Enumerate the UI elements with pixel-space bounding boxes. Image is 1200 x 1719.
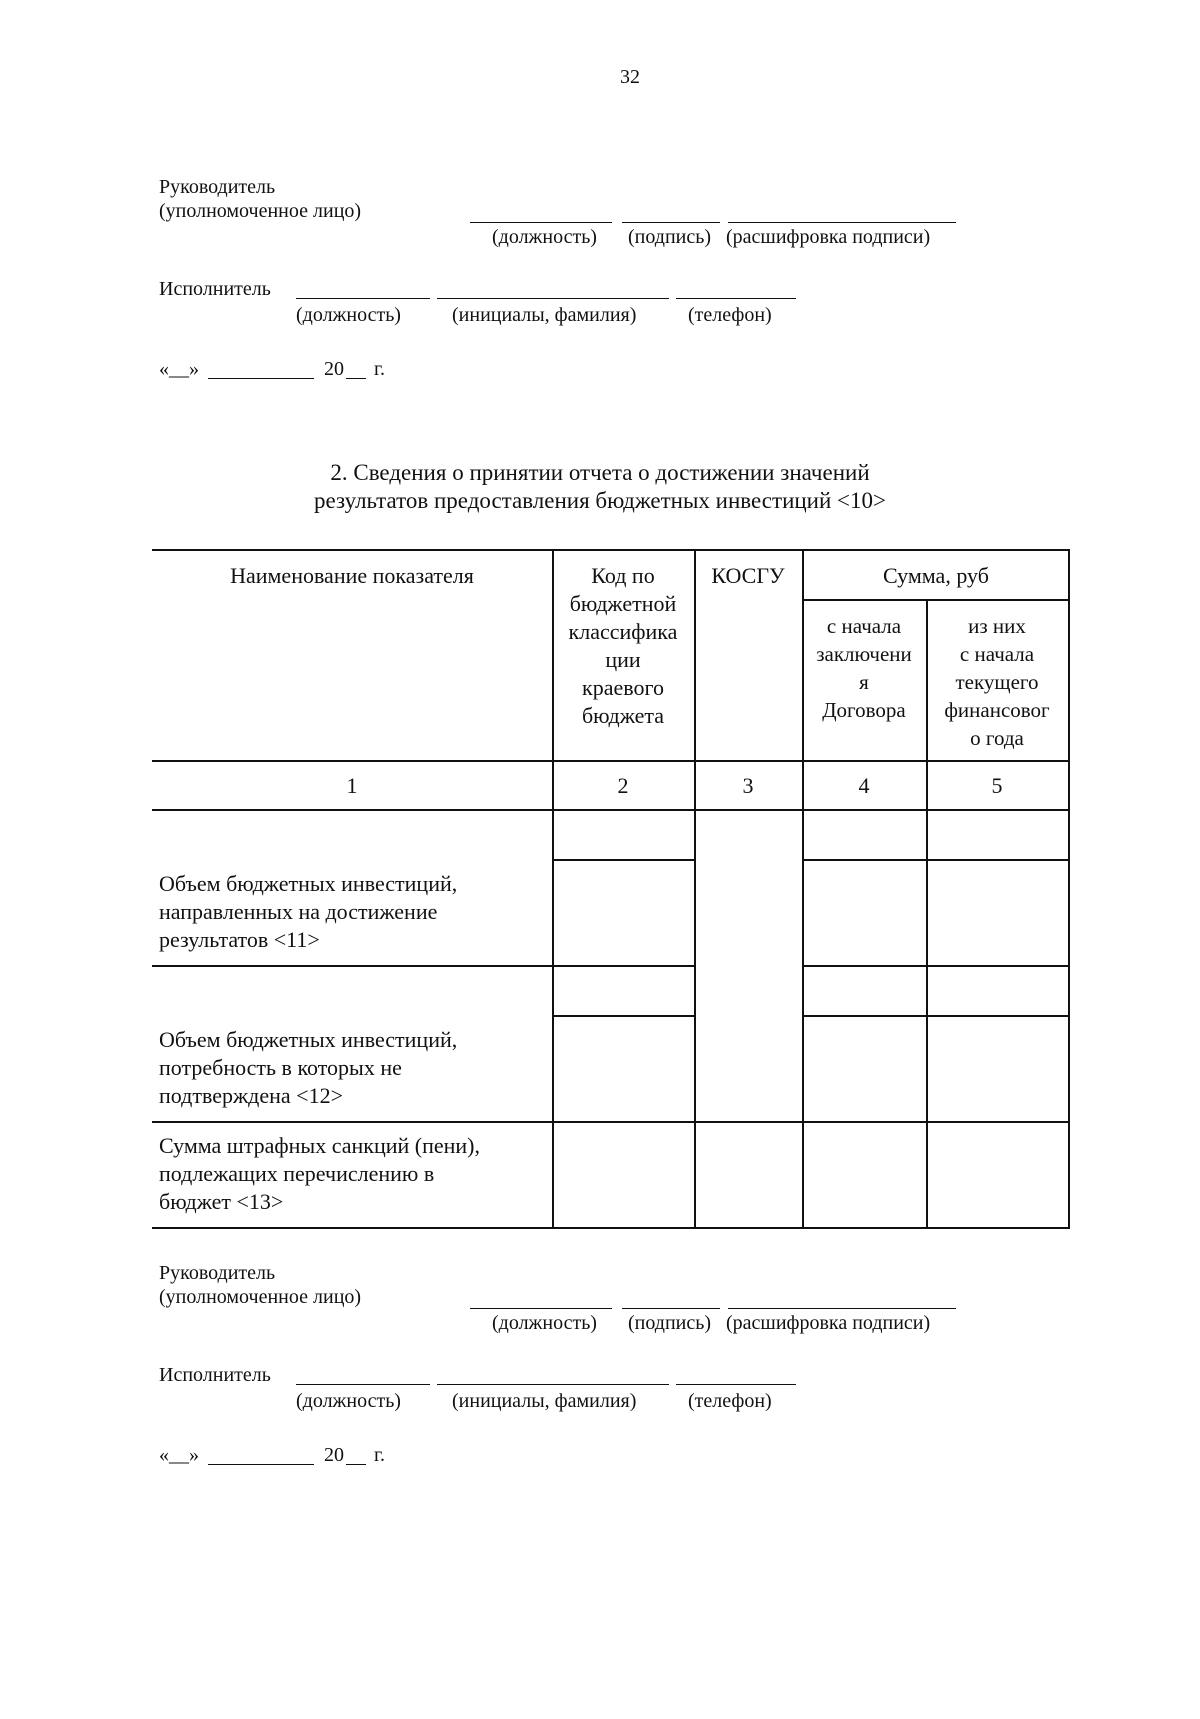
exec-caption-name: (инициалы, фамилия) [452,304,637,326]
caption-signature: (подпись) [628,1312,712,1334]
date-quote: «__» [159,358,199,380]
date-year-suffix: г. [374,1444,385,1466]
section-title-line1: 2. Сведения о принятии отчета о достижении значений [330,460,870,485]
date-month-line [208,378,314,379]
column-number-2: 2 [617,773,629,798]
exec-phone-line [676,1384,796,1385]
column-numbers-bottom-border [152,809,1070,811]
date-year-suffix: г. [374,358,385,380]
column-number-4: 4 [858,773,870,798]
date-year-line [346,378,366,379]
table-row-label: Объем бюджетных инвестиций, направленных на достижение результатов <11> [159,871,458,952]
column-number-1: 1 [346,773,358,798]
page-number: 32 [620,66,640,88]
row2-bottom-border [152,1121,1070,1123]
row2-inner-border-sum [802,1015,1070,1017]
table-row-label: Объем бюджетных инвестиций, потребность в которых не подтверждена <12> [159,1027,458,1108]
row1-bottom-border-right [802,965,1070,967]
exec-name-line [437,1384,669,1385]
sum-subheader-border [802,599,1070,601]
exec-phone-line [676,298,796,299]
header-code: Код по бюджетной классифика ции краевого бюджета [568,563,678,728]
table-bottom-border [152,1227,1070,1229]
caption-position: (должность) [492,226,597,248]
signature-line [622,222,720,223]
header-name: Наименование показателя [230,563,474,588]
column-number-5: 5 [991,773,1003,798]
exec-position-line [296,298,430,299]
head-label: Руководитель [159,176,276,198]
column-number-3: 3 [742,773,754,798]
header-sum: Сумма, руб [883,563,989,588]
table-top-border [152,549,1070,551]
decoding-line [728,1308,956,1309]
col-border-3 [694,549,696,1229]
row1-bottom-border-left [152,965,694,967]
header-bottom-border [152,760,1070,762]
caption-decoding: (расшифровка подписи) [726,226,931,248]
caption-decoding: (расшифровка подписи) [726,1312,931,1334]
decoding-line [728,222,956,223]
executor-label: Исполнитель [159,278,271,300]
date-month-line [208,1464,314,1465]
exec-caption-position: (должность) [296,1390,401,1412]
row1-inner-border-code [552,859,694,861]
table-row-label: Сумма штрафных санкций (пени), подлежащих перечислению в бюджет <13> [159,1133,481,1214]
exec-caption-name: (инициалы, фамилия) [452,1390,637,1412]
header-sum-current-year: из них с начала текущего финансовог о года [944,614,1050,750]
position-line [470,222,612,223]
position-line [470,1308,612,1309]
header-sum-from-start: с начала заключени я Договора [816,614,912,722]
head-label: Руководитель [159,1262,276,1284]
exec-name-line [437,298,669,299]
head-sublabel: (уполномоченное лицо) [159,200,362,222]
col-border-right [1068,549,1070,1229]
row1-inner-border-sum [802,859,1070,861]
date-year-line [346,1464,366,1465]
head-sublabel: (уполномоченное лицо) [159,1286,362,1308]
executor-label: Исполнитель [159,1364,271,1386]
exec-position-line [296,1384,430,1385]
date-quote: «__» [159,1444,199,1466]
section-title-line2: результатов предоставления бюджетных инвестиций <10> [314,488,886,513]
date-year-prefix: 20 [324,358,344,380]
row2-inner-border-code [552,1015,694,1017]
date-year-prefix: 20 [324,1444,344,1466]
signature-line [622,1308,720,1309]
exec-caption-phone: (телефон) [688,304,772,326]
exec-caption-phone: (телефон) [688,1390,772,1412]
caption-position: (должность) [492,1312,597,1334]
header-kosgu: КОСГУ [711,563,785,588]
exec-caption-position: (должность) [296,304,401,326]
caption-signature: (подпись) [628,226,712,248]
